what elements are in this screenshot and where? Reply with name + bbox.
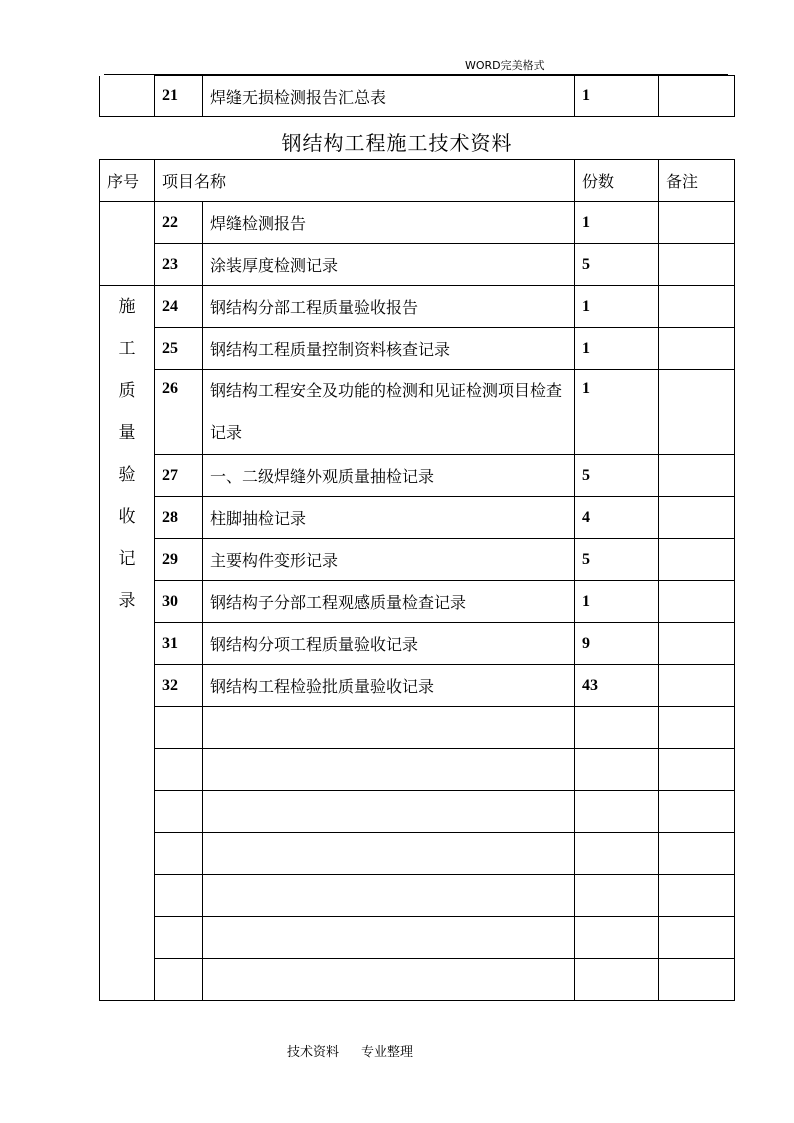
row-number: 30	[155, 581, 203, 623]
row-number: 22	[155, 202, 203, 244]
row-remarks	[659, 539, 735, 581]
section-cell	[100, 76, 155, 117]
row-number: 31	[155, 623, 203, 665]
row-number: 26	[155, 370, 203, 455]
table-row	[100, 370, 735, 455]
section-char: 收	[118, 507, 136, 527]
row-copies: 4	[575, 497, 659, 539]
row-name: 钢结构分部工程质量验收报告	[203, 286, 575, 328]
document-title: 钢结构工程施工技术资料	[281, 131, 513, 155]
row-remarks	[659, 581, 735, 623]
row-number: 29	[155, 539, 203, 581]
header-label: WORD完美格式	[465, 59, 545, 72]
empty-row	[100, 875, 735, 917]
row-remarks	[659, 455, 735, 497]
header-row	[100, 160, 735, 202]
table-row	[100, 581, 735, 623]
row-remarks	[659, 286, 735, 328]
row-remarks	[659, 328, 735, 370]
footer-left: 技术资料	[287, 1045, 340, 1060]
row-name: 钢结构分项工程质量验收记录	[203, 623, 575, 665]
section-char: 记	[118, 549, 136, 569]
section-char: 施	[118, 297, 136, 317]
row-copies: 9	[575, 623, 659, 665]
section-label	[100, 286, 155, 1001]
row-name: 主要构件变形记录	[203, 539, 575, 581]
table-row	[100, 497, 735, 539]
row-number: 25	[155, 328, 203, 370]
row-copies: 1	[575, 286, 659, 328]
records-table	[99, 159, 735, 1001]
row-copies: 1	[575, 76, 659, 117]
section-char: 量	[118, 423, 136, 443]
continued-table	[99, 75, 735, 117]
row-name: 钢结构子分部工程观感质量检查记录	[203, 581, 575, 623]
table-row	[100, 539, 735, 581]
section-char: 录	[118, 591, 136, 611]
row-name: 焊缝检测报告	[203, 202, 575, 244]
row-remarks	[659, 244, 735, 286]
col-header-name: 项目名称	[155, 160, 575, 202]
row-name	[203, 370, 575, 455]
empty-row	[100, 707, 735, 749]
table-row	[100, 286, 735, 328]
footer-right: 专业整理	[361, 1045, 414, 1060]
col-header-no: 序号	[100, 160, 155, 202]
section-char: 工	[118, 339, 136, 359]
row-name: 涂装厚度检测记录	[203, 244, 575, 286]
row-copies: 1	[575, 202, 659, 244]
row-name-text: 钢结构工程安全及功能的检测和见证检测项目检查记录	[210, 381, 563, 442]
row-copies: 5	[575, 539, 659, 581]
row-remarks	[659, 76, 735, 117]
row-remarks	[659, 497, 735, 539]
row-number: 23	[155, 244, 203, 286]
row-copies: 5	[575, 455, 659, 497]
row-name: 焊缝无损检测报告汇总表	[203, 76, 575, 117]
empty-row	[100, 791, 735, 833]
table-row	[100, 623, 735, 665]
row-name: 钢结构工程质量控制资料核查记录	[203, 328, 575, 370]
row-remarks	[659, 370, 735, 455]
page-footer	[287, 1041, 413, 1060]
row-remarks	[659, 202, 735, 244]
row-number: 27	[155, 455, 203, 497]
empty-row	[100, 749, 735, 791]
row-name: 钢结构工程检验批质量验收记录	[203, 665, 575, 707]
section-cell-blank	[100, 202, 155, 286]
table-row	[100, 665, 735, 707]
col-header-remarks: 备注	[659, 160, 735, 202]
row-copies: 1	[575, 370, 659, 455]
row-number: 21	[155, 76, 203, 117]
table-row	[100, 202, 735, 244]
empty-row	[100, 833, 735, 875]
row-name: 一、二级焊缝外观质量抽检记录	[203, 455, 575, 497]
row-copies: 1	[575, 581, 659, 623]
row-number: 28	[155, 497, 203, 539]
row-remarks	[659, 665, 735, 707]
row-number: 24	[155, 286, 203, 328]
table-row	[100, 244, 735, 286]
row-copies: 1	[575, 328, 659, 370]
row-copies: 5	[575, 244, 659, 286]
section-char: 验	[118, 465, 136, 485]
table-row	[100, 328, 735, 370]
col-header-copies: 份数	[575, 160, 659, 202]
table-row	[100, 76, 735, 117]
empty-row	[100, 917, 735, 959]
row-remarks	[659, 623, 735, 665]
row-name: 柱脚抽检记录	[203, 497, 575, 539]
empty-row	[100, 959, 735, 1001]
table-row	[100, 455, 735, 497]
section-char: 质	[118, 381, 136, 401]
row-copies: 43	[575, 665, 659, 707]
row-number: 32	[155, 665, 203, 707]
